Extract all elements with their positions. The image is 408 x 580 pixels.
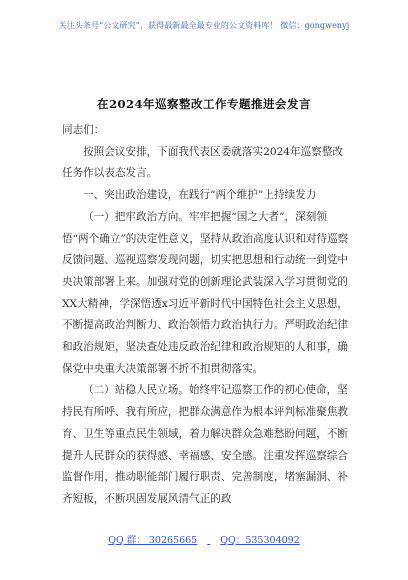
document-body: [62, 120, 352, 511]
section-heading: 一、突出政治建设，在践行“两个维护”上持续发力: [83, 189, 317, 202]
body-paragraph: （一）把牢政治方向。牢牢把握“国之大者”，深刻领悟“两个确立”的决定性意义，坚持从政治高度认识和对待巡察反馈问题、巡视巡察发现问题，切实把思想和行动统一到党中央决策部署上来。加强对党的创新理论武装深入学习贯彻党的XX大精神，学深悟透x习近平新时代中国特色社会主义思想，不断提高政治判断力、政治领悟力政治执行力。严明政治纪律和政治规矩，坚决查处违反政治纪律和政治规矩的人和事，确保党中央重大决策部署不折不扣贯彻落实。: [62, 210, 349, 375]
qq-group-link[interactable]: QQ 群： 30265665: [108, 535, 198, 546]
contact-footer: [0, 532, 408, 546]
body-paragraph: （二）站稳人民立场。始终牢记巡察工作的初心使命，坚持民有所呼、我有所应，把群众满意作为根本评判标准聚焦教育、卫生等重点民生领域，着力解决群众急难愁盼问题，不断提升人民群众的获得感、幸福感、安全感。注重发挥巡察综合监督作用，推动职能部门履行职责、完善制度，堵塞漏洞、补齐短板，不断巩固发展风清气正的政: [62, 384, 349, 505]
qq-contact-link[interactable]: QQ：535304092: [220, 535, 300, 546]
salutation: 同志们：: [62, 124, 105, 136]
intro-paragraph: 按照会议安排，下面我代表区委就落实2024年巡察整改任务作以表态发言。: [62, 145, 344, 180]
promo-header: 关注头条号“公文研究”，获得最新最全最专业的公文资料库！ 微信：gongwenyj: [58, 21, 350, 30]
document-title: 在2024年巡察整改工作专题推进会发言: [96, 97, 311, 111]
